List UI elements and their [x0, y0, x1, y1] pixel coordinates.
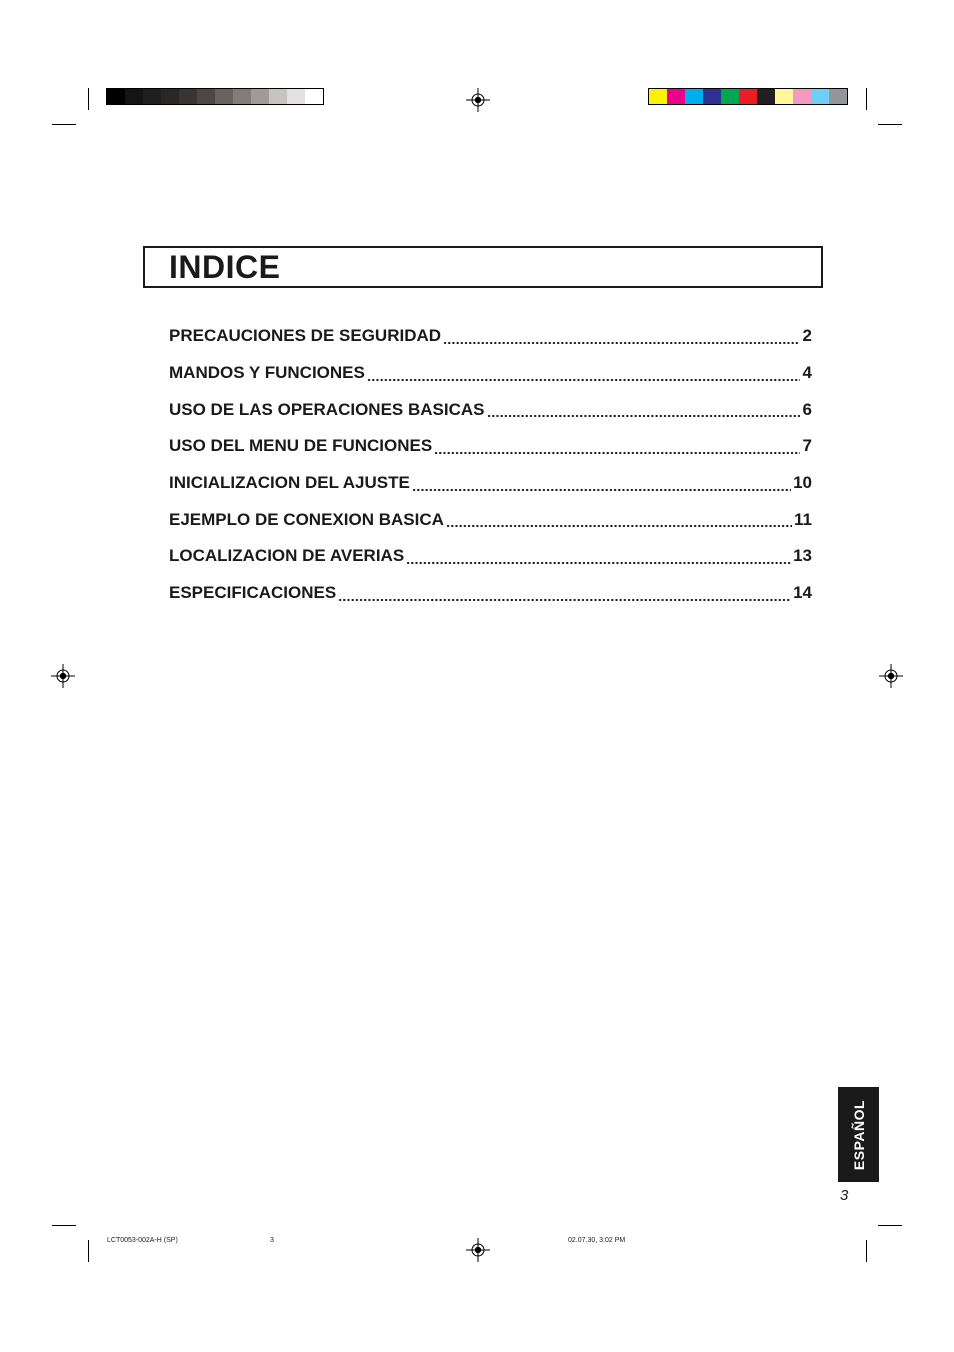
color-swatch: [829, 89, 847, 104]
toc-leader-dots: [412, 478, 791, 495]
toc-leader-dots: [367, 368, 800, 385]
toc-entry-page: 7: [802, 436, 812, 456]
crop-mark: [878, 1225, 902, 1226]
color-swatch: [215, 89, 233, 104]
toc-entry-page: 14: [793, 583, 812, 603]
toc-row: [169, 391, 812, 428]
toc-leader-dots: [446, 514, 792, 531]
color-swatch: [775, 89, 793, 104]
color-swatch: [305, 89, 323, 104]
color-swatch: [161, 89, 179, 104]
color-swatch: [667, 89, 685, 104]
toc-entry-page: 6: [802, 399, 812, 419]
color-swatch: [107, 89, 125, 104]
toc-entry-title: LOCALIZACION DE AVERIAS: [169, 546, 405, 566]
color-swatch: [143, 89, 161, 104]
toc-leader-dots: [443, 331, 800, 348]
toc-row: [169, 538, 812, 575]
registration-mark-icon: [466, 88, 490, 112]
crop-mark: [866, 1240, 867, 1262]
table-of-contents: [169, 318, 812, 612]
crop-mark: [52, 124, 76, 125]
color-swatch: [287, 89, 305, 104]
toc-entry-page: 4: [802, 363, 812, 383]
color-swatch: [703, 89, 721, 104]
color-swatch: [179, 89, 197, 104]
toc-row: [169, 575, 812, 612]
color-swatch: [811, 89, 829, 104]
gray-scale-bar: [106, 88, 324, 105]
color-swatch: [757, 89, 775, 104]
crop-mark: [52, 1225, 76, 1226]
toc-entry-page: 10: [793, 473, 812, 493]
toc-entry-title: USO DE LAS OPERACIONES BASICAS: [169, 399, 485, 419]
color-swatch: [233, 89, 251, 104]
toc-entry-title: EJEMPLO DE CONEXION BASICA: [169, 509, 444, 529]
registration-mark-icon: [466, 1238, 490, 1262]
crop-mark: [866, 88, 867, 110]
toc-entry-page: 11: [794, 509, 812, 529]
toc-leader-dots: [434, 441, 800, 458]
color-swatch: [251, 89, 269, 104]
toc-entry-page: 2: [802, 326, 812, 346]
toc-entry-title: INICIALIZACION DEL AJUSTE: [169, 473, 410, 493]
footer-file: LCT0053-002A-H (SP): [107, 1237, 178, 1244]
color-swatch: [685, 89, 703, 104]
color-swatch: [125, 89, 143, 104]
footer-sheet: 3: [270, 1237, 274, 1244]
toc-row: [169, 501, 812, 538]
footer-timestamp: 02.07.30, 3:02 PM: [568, 1237, 626, 1244]
toc-entry-page: 13: [793, 546, 812, 566]
color-swatch: [793, 89, 811, 104]
language-tab-label: ESPAÑOL: [850, 1099, 867, 1170]
crop-mark: [878, 124, 902, 125]
toc-row: [169, 428, 812, 465]
crop-mark: [88, 88, 89, 110]
toc-row: [169, 465, 812, 502]
toc-leader-dots: [338, 588, 791, 605]
toc-row: [169, 318, 812, 355]
toc-leader-dots: [487, 404, 801, 421]
color-scale-bar: [648, 88, 848, 105]
toc-entry-title: MANDOS Y FUNCIONES: [169, 363, 365, 383]
language-tab: [838, 1087, 879, 1182]
toc-leader-dots: [406, 551, 791, 568]
page-number: 3: [840, 1187, 849, 1204]
toc-entry-title: ESPECIFICACIONES: [169, 583, 337, 603]
toc-row: [169, 355, 812, 392]
color-swatch: [269, 89, 287, 104]
registration-mark-icon: [879, 664, 903, 688]
toc-entry-title: PRECAUCIONES DE SEGURIDAD: [169, 326, 442, 346]
color-swatch: [197, 89, 215, 104]
toc-entry-title: USO DEL MENU DE FUNCIONES: [169, 436, 433, 456]
color-swatch: [739, 89, 757, 104]
title-box: [143, 246, 823, 288]
color-swatch: [649, 89, 667, 104]
color-swatch: [721, 89, 739, 104]
crop-mark: [88, 1240, 89, 1262]
registration-mark-icon: [51, 664, 75, 688]
page-title: INDICE: [169, 249, 281, 285]
